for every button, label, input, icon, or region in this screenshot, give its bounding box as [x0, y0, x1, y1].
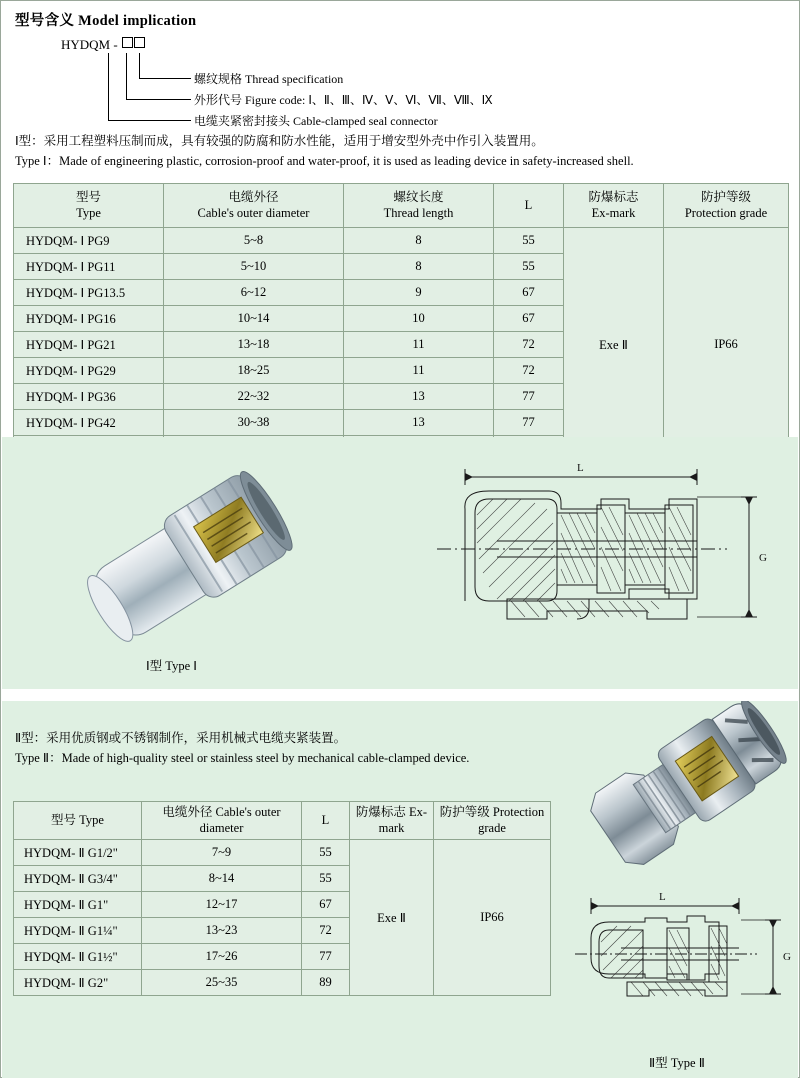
cell-L: 55: [494, 254, 564, 280]
type2-technical-drawing: [561, 886, 797, 1021]
table-header-row: [14, 802, 551, 840]
cell-diameter: 13~18: [164, 332, 344, 358]
type1-product-photo: [32, 443, 362, 658]
cell-diameter: 13~23: [142, 918, 302, 944]
th-thread-length: 螺纹长度 Thread length: [344, 184, 494, 228]
cell-thread: 13: [344, 384, 494, 410]
cell-diameter: 25~35: [142, 970, 302, 996]
table-row: [14, 228, 789, 254]
cell-type: HYDQM- Ⅰ PG13.5: [14, 280, 164, 306]
leader-vertical-1: [139, 53, 140, 78]
cell-L: 55: [302, 866, 350, 892]
leader-vertical-3: [108, 53, 109, 120]
cell-type: HYDQM- Ⅱ G1¼": [14, 918, 142, 944]
cell-L: 77: [494, 410, 564, 436]
cell-type: HYDQM- Ⅰ PG11: [14, 254, 164, 280]
cell-thread: 13: [344, 410, 494, 436]
cell-thread: 10: [344, 306, 494, 332]
cell-thread: 11: [344, 332, 494, 358]
cell-thread: 8: [344, 228, 494, 254]
cell-L: 72: [494, 332, 564, 358]
type1-technical-drawing: [397, 449, 787, 649]
th-ex-mark: 防爆标志 Ex-mark: [350, 802, 434, 840]
drawing-label-L: L: [577, 462, 584, 474]
leader-vertical-2: [126, 53, 127, 99]
cell-type: HYDQM- Ⅰ PG16: [14, 306, 164, 332]
leader-horizontal-2: [126, 99, 191, 100]
tree-label-figure: 外形代号 Figure code: Ⅰ、Ⅱ、Ⅲ、Ⅳ、Ⅴ、Ⅵ、Ⅶ、Ⅷ、Ⅸ: [194, 93, 493, 107]
type2-figure-caption: Ⅱ型 Type Ⅱ: [649, 1056, 705, 1070]
type1-description-en: Type Ⅰ：Made of engineering plastic, corrosion-proof and water-proof, it is used as leading device in safety-increased shell.: [15, 154, 634, 168]
model-code: [61, 37, 145, 53]
cell-type: HYDQM- Ⅰ PG36: [14, 384, 164, 410]
th-L: L: [494, 184, 564, 228]
cell-diameter: 18~25: [164, 358, 344, 384]
th-L: L: [302, 802, 350, 840]
cell-thread: 8: [344, 254, 494, 280]
cell-L: 67: [494, 306, 564, 332]
th-cable-diameter: 电缆外径 Cable's outer diameter: [142, 802, 302, 840]
th-cable-diameter: 电缆外径 Cable's outer diameter: [164, 184, 344, 228]
cell-type: HYDQM- Ⅱ G3/4": [14, 866, 142, 892]
cell-diameter: 22~32: [164, 384, 344, 410]
leader-horizontal-1: [139, 78, 191, 79]
cell-L: 77: [302, 944, 350, 970]
cell-L: 72: [494, 358, 564, 384]
cell-L: 67: [302, 892, 350, 918]
type2-description-en: Type Ⅱ：Made of high-quality steel or stainless steel by mechanical cable-clamped device.: [15, 751, 470, 765]
cell-protection: IP66: [434, 840, 551, 996]
page-title: 型号含义 Model implication: [15, 13, 197, 29]
th-protection-grade: 防护等级 Protection grade: [664, 184, 789, 228]
type1-figure-band: [2, 437, 798, 689]
cell-diameter: 7~9: [142, 840, 302, 866]
cell-diameter: 5~10: [164, 254, 344, 280]
tree-label-connector: 电缆夹紧密封接头 Cable-clamped seal connector: [194, 114, 438, 128]
th-protection-grade: 防护等级 Protection grade: [434, 802, 551, 840]
th-type: 型号 Type: [14, 184, 164, 228]
cell-type: HYDQM- Ⅰ PG42: [14, 410, 164, 436]
cell-type: HYDQM- Ⅱ G2": [14, 970, 142, 996]
type1-spec-table: [13, 183, 789, 462]
cell-L: 77: [494, 384, 564, 410]
cell-type: HYDQM- Ⅱ G1½": [14, 944, 142, 970]
cell-type: HYDQM- Ⅰ PG29: [14, 358, 164, 384]
cell-diameter: 8~14: [142, 866, 302, 892]
cell-type: HYDQM- Ⅱ G1/2": [14, 840, 142, 866]
cell-thread: 9: [344, 280, 494, 306]
drawing-label-L: L: [659, 891, 666, 903]
cell-L: 67: [494, 280, 564, 306]
cell-L: 55: [494, 228, 564, 254]
type2-spec-table: [13, 801, 551, 996]
cell-L: 89: [302, 970, 350, 996]
drawing-label-G: G: [759, 552, 767, 564]
type2-description-cn: Ⅱ型：采用优质钢或不锈钢制作，采用机械式电缆夹紧装置。: [15, 731, 347, 745]
cell-ex-mark: Exe Ⅱ: [564, 228, 664, 462]
drawing-label-G: G: [783, 951, 791, 963]
cell-diameter: 10~14: [164, 306, 344, 332]
model-code-box-2: [134, 37, 145, 48]
cell-type: HYDQM- Ⅰ PG21: [14, 332, 164, 358]
table-row: [14, 840, 551, 866]
cell-type: HYDQM- Ⅰ PG9: [14, 228, 164, 254]
table-header-row: [14, 184, 789, 228]
cell-thread: 11: [344, 358, 494, 384]
cell-protection: IP66: [664, 228, 789, 462]
cell-ex-mark: Exe Ⅱ: [350, 840, 434, 996]
cell-diameter: 17~26: [142, 944, 302, 970]
model-code-text: HYDQM -: [61, 37, 118, 52]
type1-figure-caption: Ⅰ型 Type Ⅰ: [146, 659, 197, 673]
type1-description-cn: Ⅰ型：采用工程塑料压制而成，具有较强的防腐和防水性能，适用于增安型外壳中作引入装置用。: [15, 134, 544, 148]
cell-diameter: 5~8: [164, 228, 344, 254]
tree-label-thread: 螺纹规格 Thread specification: [194, 72, 344, 86]
type2-product-photo: [561, 701, 800, 881]
model-code-box-1: [122, 37, 133, 48]
cell-diameter: 6~12: [164, 280, 344, 306]
th-type: 型号 Type: [14, 802, 142, 840]
cell-L: 72: [302, 918, 350, 944]
cell-type: HYDQM- Ⅱ G1": [14, 892, 142, 918]
cell-L: 55: [302, 840, 350, 866]
leader-horizontal-3: [108, 120, 191, 121]
band-separator: [2, 689, 798, 701]
th-ex-mark: 防爆标志 Ex-mark: [564, 184, 664, 228]
cell-diameter: 30~38: [164, 410, 344, 436]
cell-diameter: 12~17: [142, 892, 302, 918]
